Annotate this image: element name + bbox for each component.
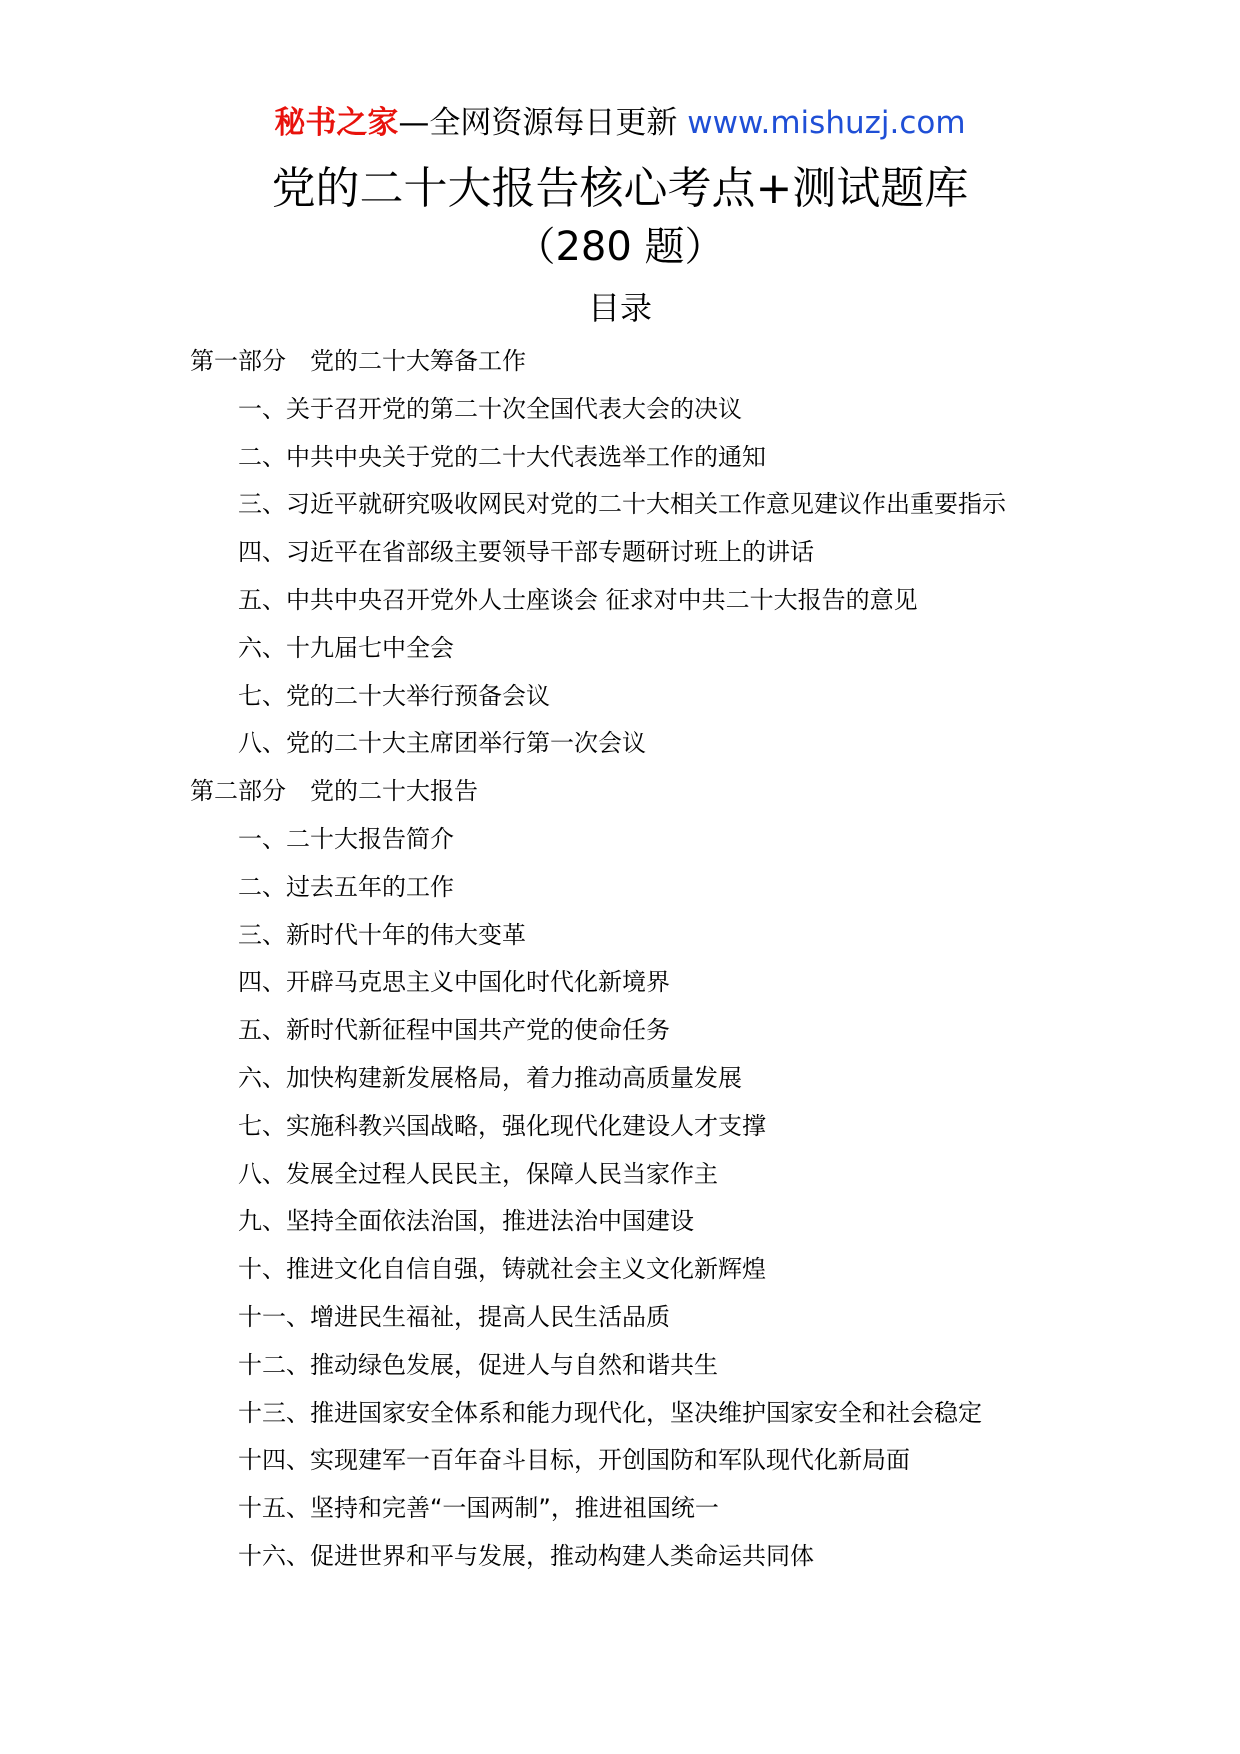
toc-item: 十四、实现建军一百年奋斗目标，开创国防和军队现代化新局面	[238, 1446, 910, 1475]
toc-item: 二、过去五年的工作	[238, 872, 454, 901]
toc-item: 十二、推动绿色发展，促进人与自然和谐共生	[238, 1350, 718, 1379]
toc-item: 八、党的二十大主席团举行第一次会议	[238, 729, 646, 758]
brand-name: 秘书之家	[274, 105, 399, 141]
document-subtitle: （280 题）	[515, 224, 725, 270]
toc-item: 五、新时代新征程中国共产党的使命任务	[238, 1016, 670, 1045]
toc-item: 三、习近平就研究吸收网民对党的二十大相关工作意见建议作出重要指示	[238, 490, 1006, 519]
toc-item: 十一、增进民生福祉，提高人民生活品质	[238, 1302, 670, 1331]
toc-part-heading: 第二部分 党的二十大报告	[190, 777, 478, 806]
toc-item: 七、实施科教兴国战略，强化现代化建设人才支撑	[238, 1111, 766, 1140]
toc-item: 十六、促进世界和平与发展，推动构建人类命运共同体	[238, 1541, 814, 1570]
toc-part-heading: 第一部分 党的二十大筹备工作	[190, 347, 526, 375]
banner-slogan: —全网资源每日更新	[398, 105, 688, 141]
toc-item: 六、十九届七中全会	[238, 633, 454, 662]
table-of-contents	[0, 338, 1240, 1581]
toc-item: 八、发展全过程人民民主，保障人民当家作主	[238, 1159, 718, 1188]
site-url-link[interactable]: www.mishuzj.com	[687, 105, 966, 141]
toc-item: 四、习近平在省部级主要领导干部专题研讨班上的讲话	[238, 538, 814, 567]
toc-item: 二、中共中央关于党的二十大代表选举工作的通知	[238, 442, 766, 471]
toc-item: 九、坚持全面依法治国，推进法治中国建设	[238, 1207, 694, 1236]
toc-item: 五、中共中央召开党外人士座谈会 征求对中共二十大报告的意见	[238, 585, 918, 614]
document-title: 党的二十大报告核心考点+测试题库	[271, 163, 969, 214]
toc-item: 十五、坚持和完善“一国两制”，推进祖国统一	[238, 1494, 719, 1523]
site-banner	[0, 100, 1240, 146]
toc-item: 十、推进文化自信自强，铸就社会主义文化新辉煌	[238, 1255, 766, 1284]
toc-item: 三、新时代十年的伟大变革	[238, 920, 526, 949]
toc-heading: 目录	[587, 289, 652, 327]
toc-item: 一、二十大报告简介	[238, 824, 454, 853]
toc-item: 六、加快构建新发展格局，着力推动高质量发展	[238, 1063, 742, 1092]
toc-item: 十三、推进国家安全体系和能力现代化，坚决维护国家安全和社会稳定	[238, 1398, 982, 1427]
toc-item: 四、开辟马克思主义中国化时代化新境界	[238, 968, 670, 997]
toc-item: 一、关于召开党的第二十次全国代表大会的决议	[238, 394, 742, 423]
toc-item: 七、党的二十大举行预备会议	[238, 681, 550, 710]
